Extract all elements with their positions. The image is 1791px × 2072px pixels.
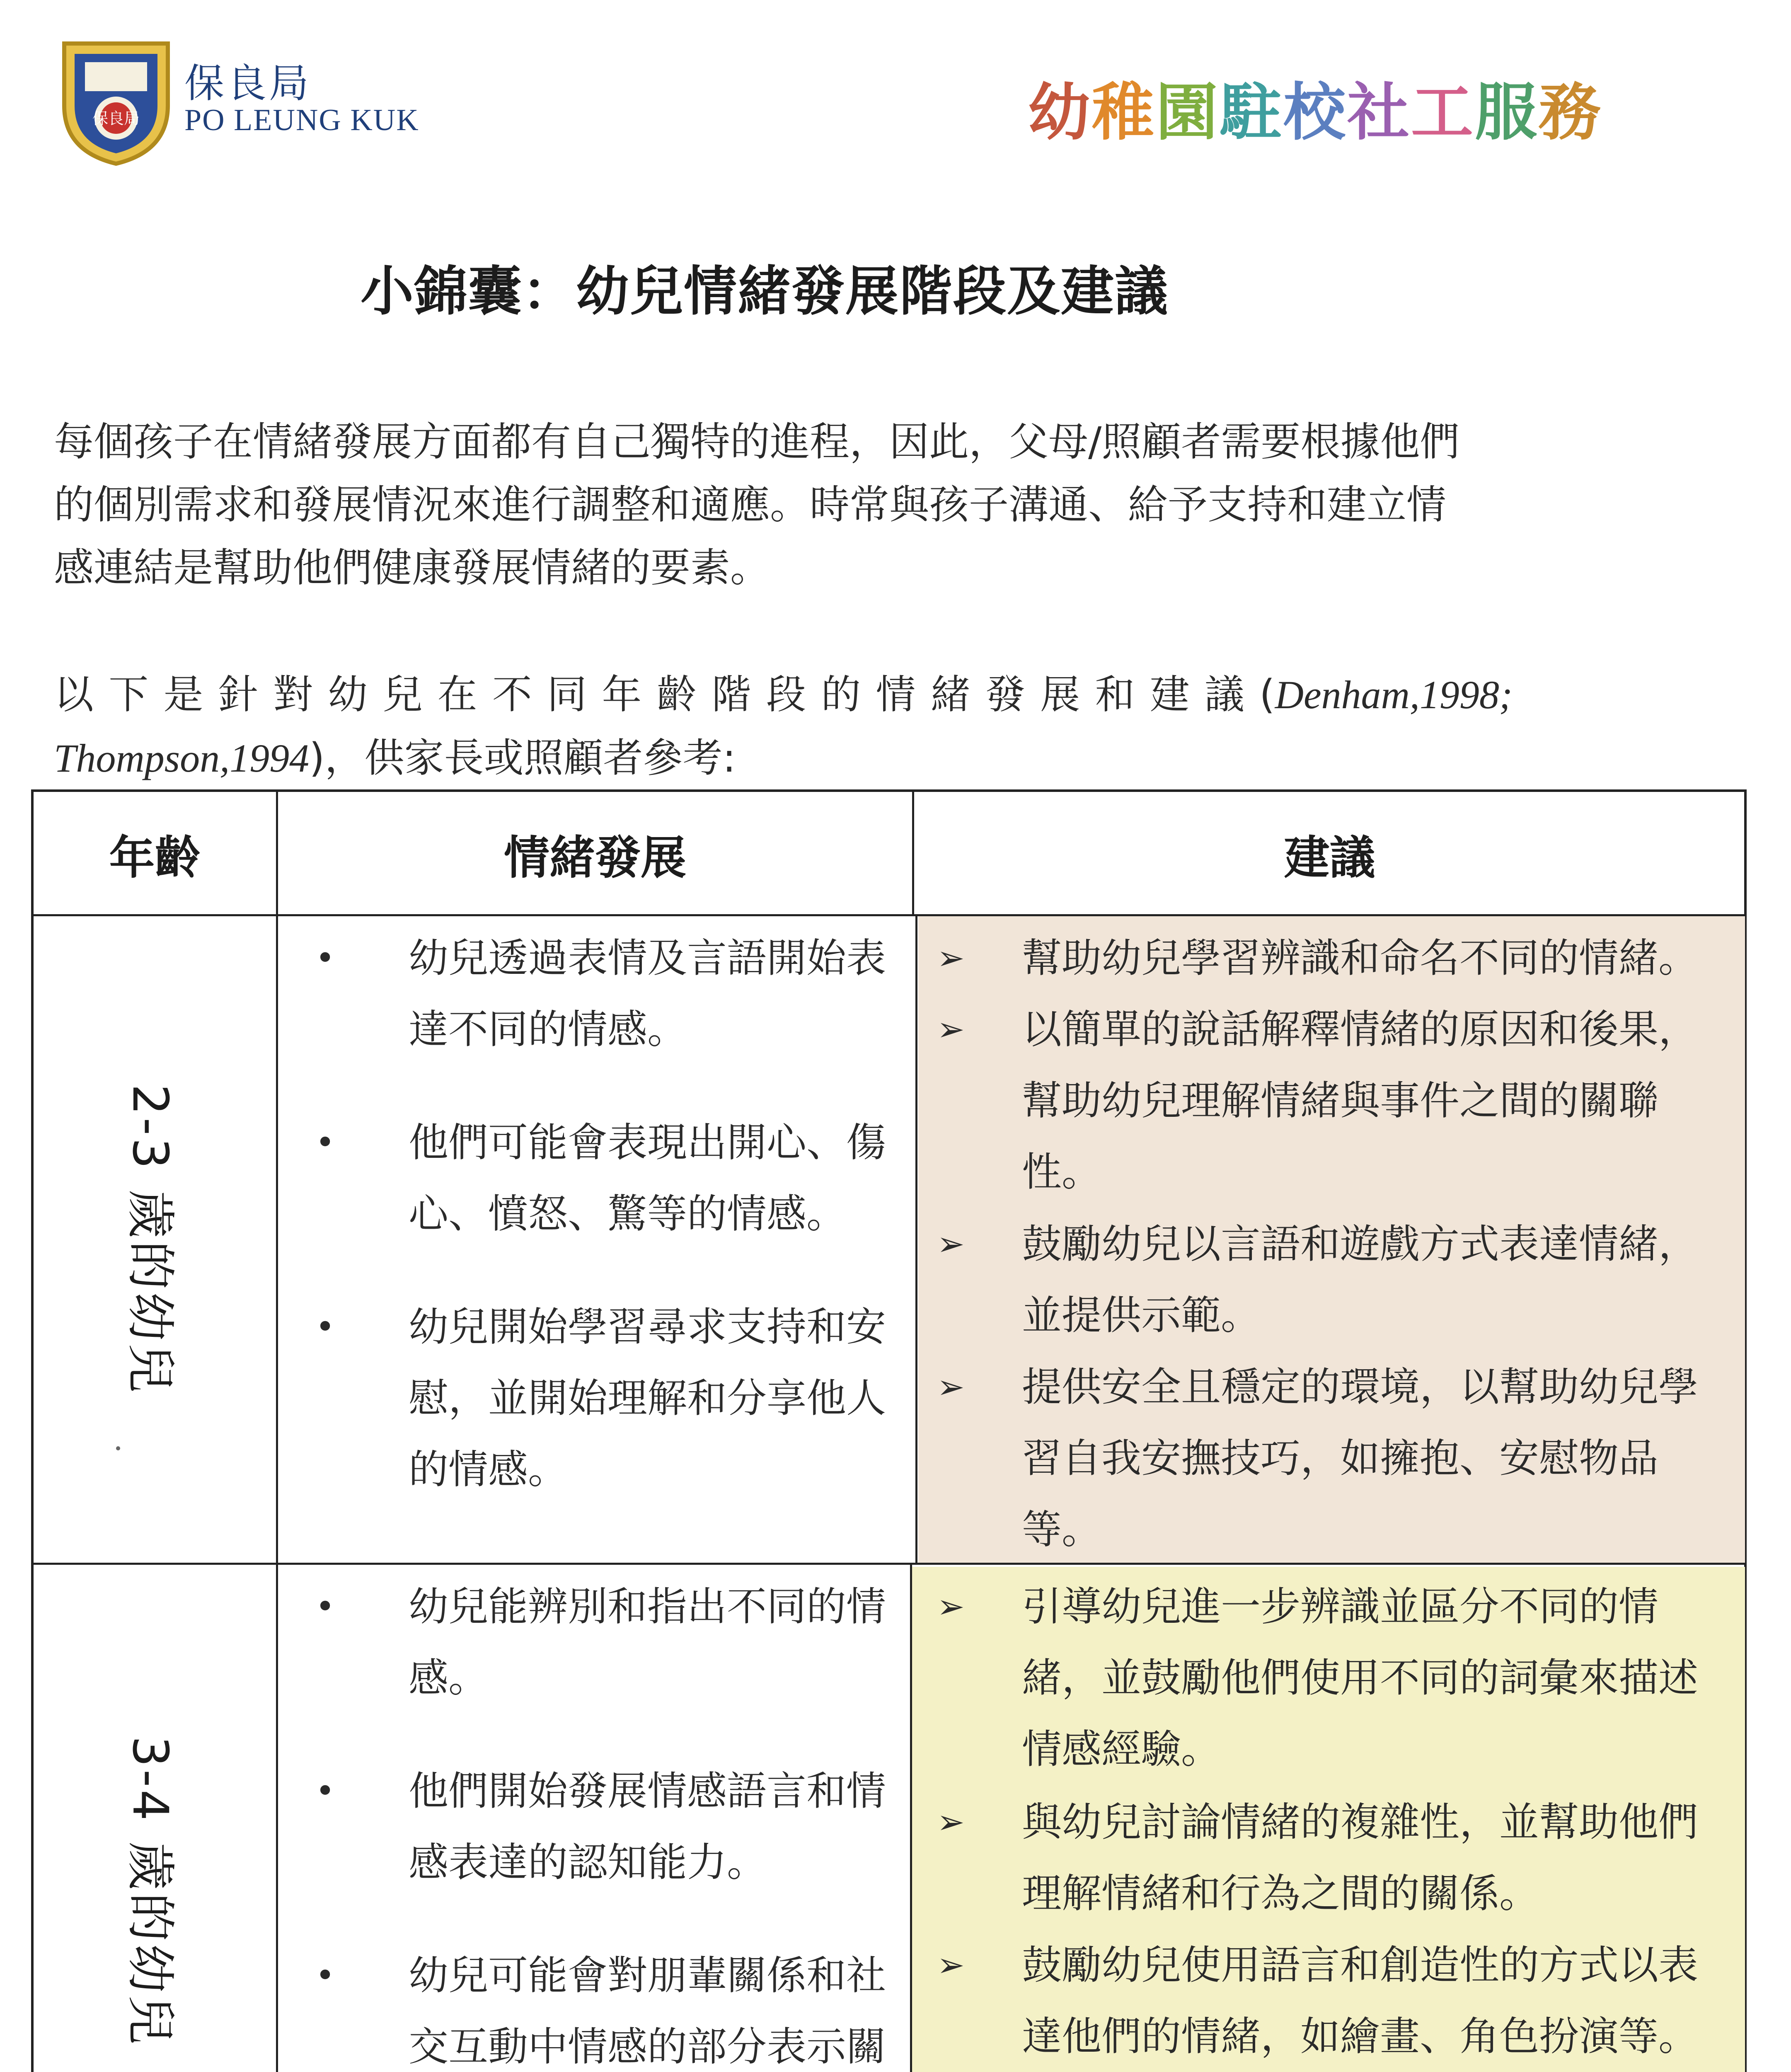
lead-in-char: 展 — [1040, 671, 1080, 718]
lead-in-char: 同 — [547, 671, 587, 718]
development-text: 他們可能會表現出開心、傷心、憤怒、驚等的情感。 — [409, 1119, 886, 1237]
arrow-bullet-icon: ➢ — [937, 1946, 965, 1984]
lead-in-char: 不 — [492, 671, 532, 718]
age-label: 2-3 歲的幼兒 — [122, 1084, 179, 1395]
column-divider — [915, 916, 917, 1565]
lead-in-char: 幼 — [328, 671, 368, 718]
lead-in-char: 的 — [821, 671, 861, 718]
intro-line: 的個別需求和發展情況來進行調整和適應。時常與孩子溝通、給予支持和建立情 — [54, 482, 1446, 528]
intro-line: 每個孩子在情緒發展方面都有自己獨特的進程，因此，父母/照顧者需要根據他們 — [54, 419, 1460, 465]
arrow-bullet-icon: ➢ — [937, 939, 965, 977]
age-cell-row-2 — [34, 1565, 276, 2072]
lead-in-char: 兒 — [382, 671, 423, 718]
development-text: 幼兒透過表情及言語開始表達不同的情感。 — [409, 935, 886, 1053]
service-title-char: 務 — [1538, 77, 1602, 149]
column-divider — [276, 792, 278, 2072]
arrow-bullet-icon: ➢ — [937, 1010, 965, 1048]
lead-in-char: 情 — [876, 671, 916, 718]
development-text: 他們開始發展情感語言和情感表達的認知能力。 — [409, 1768, 886, 1886]
lead-in-char: 針 — [218, 671, 258, 718]
emotion-development-table — [31, 789, 1747, 2072]
logo-seal-text: 保良局 — [92, 109, 140, 128]
bullet-icon: • — [315, 939, 335, 977]
column-divider — [910, 1565, 912, 2072]
arrow-bullet-icon: ➢ — [937, 1225, 965, 1263]
advice-text: 提供安全且穩定的環境，以幫助幼兒學習自我安撫技巧，如擁抱、安慰物品等。 — [1022, 1364, 1698, 1553]
po-leung-kuk-logo — [56, 35, 176, 168]
service-title — [1028, 62, 1602, 152]
lead-in-char: 建 — [1150, 671, 1190, 718]
lead-in-paragraph — [54, 663, 1513, 790]
citation-a-text: Denham,1998; — [1275, 673, 1513, 717]
bullet-icon: • — [315, 1587, 335, 1626]
scan-speck — [116, 1446, 120, 1450]
development-text: 幼兒可能會對朋輩關係和社交互動中情感的部分表示關 — [409, 1952, 886, 2070]
advice-text: 以簡單的說話解釋情緒的原因和後果，幫助幼兒理解情緒與事件之間的關聯性。 — [1022, 1006, 1698, 1195]
service-title-char: 社 — [1347, 77, 1411, 149]
lead-in-char: 年 — [602, 671, 642, 718]
advice-text: 與幼兒討論情緒的複雜性，並幫助他們理解情緒和行為之間的關係。 — [1022, 1799, 1698, 1917]
arrow-bullet-icon: ➢ — [937, 1368, 965, 1406]
lead-in-char: 齡 — [656, 671, 697, 718]
lead-in-char: 以 — [54, 671, 94, 718]
intro-line: 感連結是幫助他們健康發展情緒的要素。 — [54, 545, 770, 591]
service-title-char: 服 — [1474, 77, 1539, 149]
citation-open: ( — [1259, 671, 1275, 718]
lead-in-char: 是 — [163, 671, 203, 718]
bullet-icon: • — [315, 1307, 335, 1346]
lead-in-char: 下 — [109, 671, 149, 718]
age-cell-row-1 — [34, 916, 276, 1563]
lead-in-char: 在 — [437, 671, 477, 718]
org-name-zh: 保良局 — [184, 60, 311, 107]
header-age: 年齡 — [109, 831, 201, 884]
advice-text: 幫助幼兒學習辨識和命名不同的情緒。 — [1022, 935, 1698, 981]
service-title-char: 校 — [1283, 77, 1347, 149]
lead-in-char: 發 — [985, 671, 1025, 718]
lead-in-tail: ，供家長或照顧者參考: — [324, 735, 736, 781]
development-text: 幼兒開始學習尋求支持和安慰，並開始理解和分享他人的情感。 — [409, 1304, 886, 1493]
advice-text: 鼓勵幼兒以言語和遊戲方式表達情緒，並提供示範。 — [1022, 1221, 1698, 1339]
org-name-en: PO LEUNG KUK — [184, 103, 419, 137]
citation-a — [1259, 663, 1513, 726]
service-title-char: 工 — [1411, 77, 1475, 149]
intro-paragraph — [54, 410, 1513, 599]
bullet-icon: • — [315, 1123, 335, 1162]
arrow-bullet-icon: ➢ — [937, 1587, 965, 1626]
page-title: 小錦囊：幼兒情緒發展階段及建議 — [361, 261, 1169, 322]
lead-in-line-2 — [54, 726, 1513, 790]
bullet-icon: • — [315, 1772, 335, 1810]
lead-in-char: 和 — [1095, 671, 1135, 718]
advice-text: 引導幼兒進一步辨識並區分不同的情緒，並鼓勵他們使用不同的詞彙來描述情感經驗。 — [1022, 1583, 1698, 1772]
lead-in-char: 段 — [766, 671, 806, 718]
lead-in-char: 階 — [711, 671, 751, 718]
header-advice: 建議 — [1284, 831, 1375, 884]
header-development: 情緒發展 — [504, 831, 686, 884]
service-title-char: 駐 — [1219, 77, 1283, 149]
lead-in-line-1 — [54, 663, 1513, 726]
service-title-char: 稚 — [1092, 77, 1156, 149]
arrow-bullet-icon: ➢ — [937, 1803, 965, 1841]
bullet-icon: • — [315, 1956, 335, 1995]
lead-in-char: 對 — [273, 671, 313, 718]
advice-text: 鼓勵幼兒使用語言和創造性的方式以表達他們的情緒，如繪畫、角色扮演等。 — [1022, 1942, 1698, 2060]
service-title-char: 園 — [1155, 77, 1220, 149]
lead-in-char: 議 — [1204, 671, 1244, 718]
service-title-char: 幼 — [1028, 77, 1092, 149]
lead-in-char: 緒 — [930, 671, 971, 718]
citation-b: Thompson,1994 — [54, 736, 310, 780]
development-text: 幼兒能辨別和指出不同的情感。 — [409, 1583, 886, 1701]
age-label: 3-4 歲的幼兒 — [122, 1736, 179, 2047]
citation-close: ) — [309, 735, 325, 781]
